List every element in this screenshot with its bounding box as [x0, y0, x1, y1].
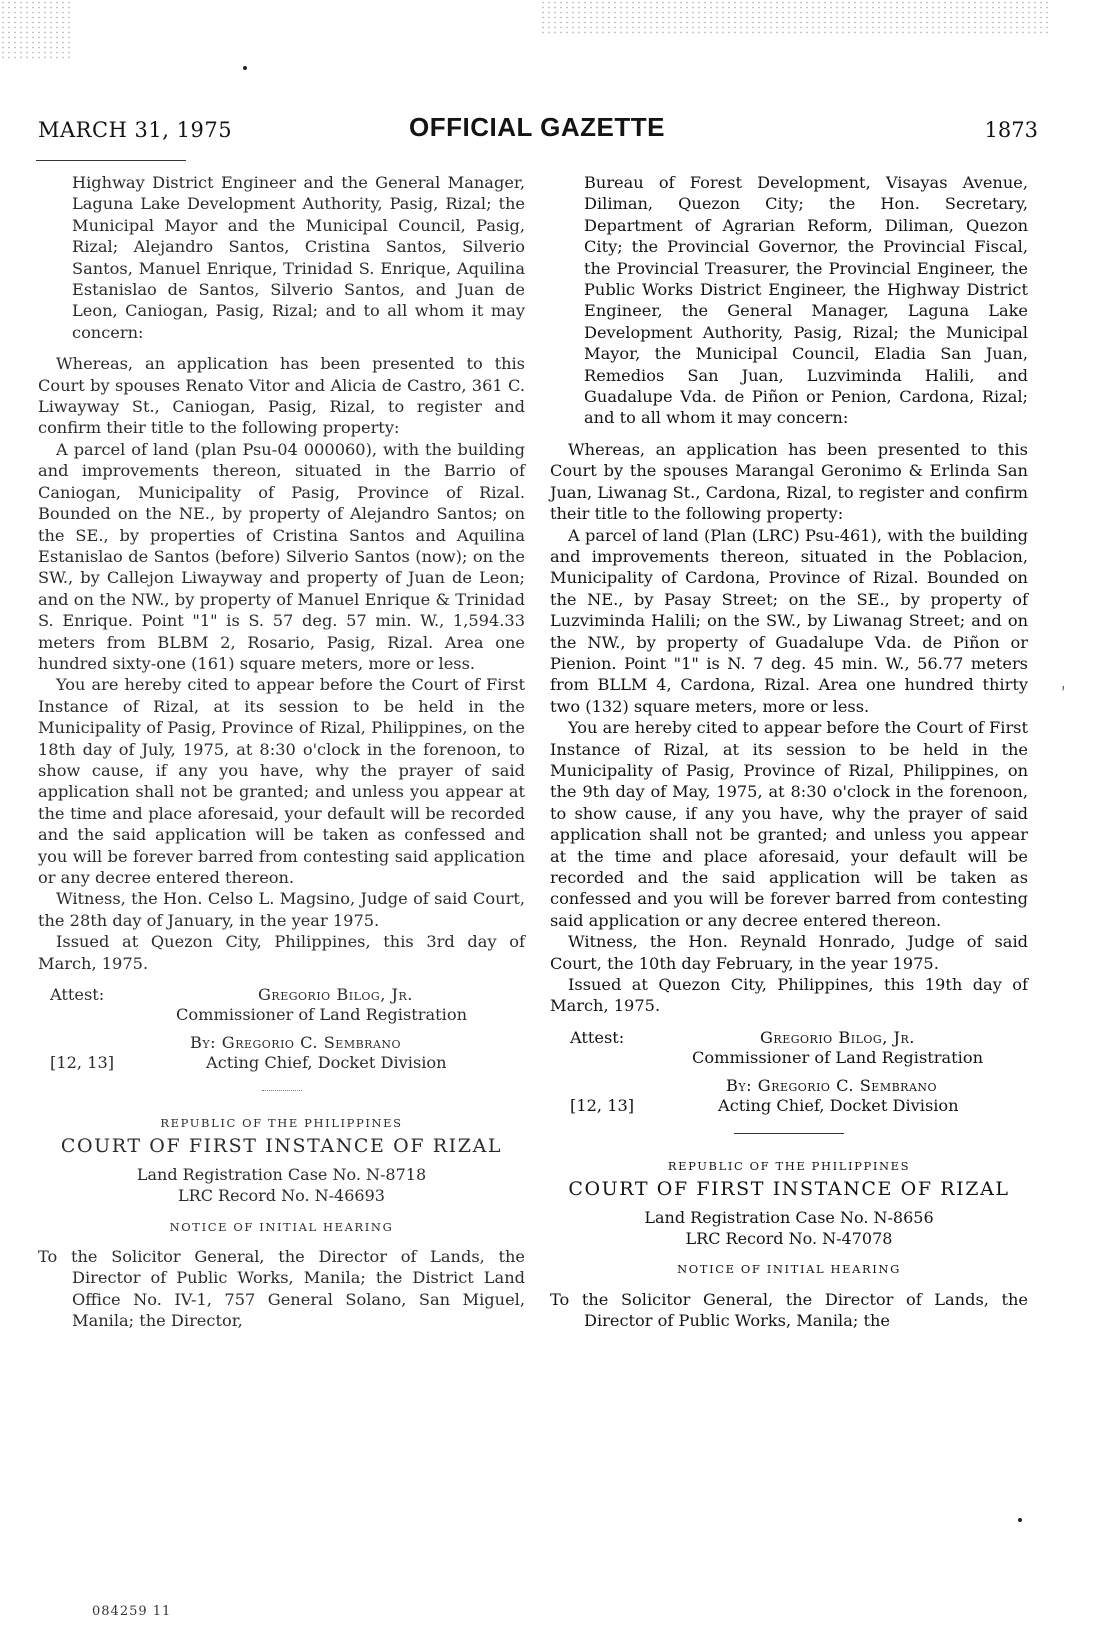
addressee-list: Highway District Engineer and the General Manager, Laguna Lake Development Authority, Pasig, Rizal; the Municipal Mayor and the Municipal Council, Pasig, Rizal; Alejandro Santos, Cristina Santos, Silverio Santos, Manuel Enrique, Trinidad S. Enrique, Aquilina Estanislao de Santos, Silverio Santos, and Juan de Leon, Caniogan, Pasig, Rizal; and to all whom it may concern: — [72, 173, 525, 342]
notice-title: NOTICE OF INITIAL HEARING — [169, 1219, 394, 1234]
case-number: Land Registration Case No. N-8656 — [644, 1207, 934, 1227]
citation-paragraph: You are hereby cited to appear before the Court of First Instance of Rizal, at its session to be held in the Municipality of Pasig, Province of Rizal, Philippines, on the 9th day of May, 1975, at 8:30 o'clock in the forenoon, to show cause, if any you have, why the prayer of said application shall not be granted; and unless you appear at the time and place aforesaid, your default will be recorded and the said application will be taken as confessed and you will be forever barred from contesting said application or any decree entered thereon. — [550, 718, 1028, 930]
issued-paragraph: Issued at Quezon City, Philippines, this 3rd day of March, 1975. — [38, 932, 525, 973]
publication-title: OFFICIAL GAZETTE — [409, 112, 665, 142]
signatory-name: By: Gregorio C. Sembrano — [726, 1075, 938, 1095]
notice-title: NOTICE OF INITIAL HEARING — [677, 1262, 901, 1277]
whereas-paragraph: Whereas, an application has been presented to this Court by spouses Renato Vitor and Alicia de Castro, 361 C. Liwayway St., Caniogan, Pasig, Rizal, to register and confirm their title to the following property: — [38, 354, 525, 438]
section-divider — [734, 1133, 844, 1134]
issue-date: MARCH 31, 1975 — [38, 118, 233, 142]
scan-mark — [243, 66, 247, 70]
addressee-list: Bureau of Forest Development, Visayas Avenue, Diliman, Quezon City; the Hon. Secretary, Department of Agrarian Reform, Diliman, Quezon City; the Provincial Governor, the Provincial Fiscal, the Provincial Treasurer, the Provincial Engineer, the Public Works District Engineer, the Highway District Engineer, the General Manager, Laguna Lake Development Authority, Pasig, Rizal; the Municipal Mayor, the Municipal Council, Eladia San Juan, Remedios San Juan, Luzviminda Halili, and Guadalupe Vda. de Piñon or Penion, Cardona, Rizal; and to all whom it may concern: — [584, 173, 1028, 428]
parcel-description: A parcel of land (Plan (LRC) Psu-461), with the building and improvements thereon, situated in the Poblacion, Municipality of Cardona, Province of Rizal. Bounded on the NE., by Pasay Street; on the SE., by property of Luzviminda Halili; on the SW., by Liwanag Street; and on the NW., by property of Guadalupe Vda. de Piñon or Pienion. Point "1" is N. 7 deg. 45 min. W., 56.77 meters from BLLM 4, Cardona, Rizal. Area one hundred thirty two (132) square meters, more or less. — [550, 525, 1028, 716]
attest-label: Attest: — [50, 985, 105, 1005]
commissioner-name: Gregorio Bilog, Jr. — [760, 1027, 915, 1047]
signatory-title: Acting Chief, Docket Division — [206, 1053, 447, 1073]
witness-paragraph: Witness, the Hon. Celso L. Magsino, Judge of said Court, the 28th day of January, in the year 1975. — [38, 889, 525, 930]
section-divider — [262, 1090, 302, 1091]
header-rule — [36, 160, 186, 161]
court-name: COURT OF FIRST INSTANCE OF RIZAL — [60, 1135, 503, 1158]
scan-speckle-top — [540, 0, 1050, 34]
signature-block — [38, 982, 525, 1073]
attest-label: Attest: — [570, 1027, 625, 1047]
court-name: COURT OF FIRST INSTANCE OF RIZAL — [568, 1178, 1010, 1201]
parcel-description: A parcel of land (plan Psu-04 000060), with the building and improvements thereon, situated in the Barrio of Caniogan, Municipality of Pasig, Province of Rizal. Bounded on the NE., by property of Alejandro Santos; on the SE., by properties of Cristina Santos and Aquilina Estanislao de Santos (before) Silverio Santos (now); on the SW., by Callejon Liwayway and property of Juan de Leon; and on the NW., by property of Manuel Enrique & Trinidad S. Enrique. Point "1" is S. 57 deg. 57 min. W., 1,594.33 meters from BLBM 2, Rosario, Pasig, Rizal. Area one hundred sixty-one (161) square meters, more or less. — [38, 439, 525, 673]
notice-addressees: To the Solicitor General, the Director of Lands, the Director of Public Works, Manila; the District Land Office No. IV-1, 757 General Solano, San Miguel, Manila; the Director, — [38, 1247, 525, 1331]
docket-reference: [12, 13] — [570, 1095, 635, 1115]
court-heading — [38, 1113, 525, 1238]
scan-mark: ׳ — [1058, 679, 1070, 702]
notice-addressees: To the Solicitor General, the Director of Lands, the Director of Public Works, Manila; the — [550, 1289, 1028, 1331]
commissioner-title: Commissioner of Land Registration — [692, 1047, 984, 1067]
scan-speckle-left — [0, 0, 70, 60]
lrc-record: LRC Record No. N-47078 — [685, 1229, 893, 1249]
docket-reference: [12, 13] — [50, 1053, 115, 1073]
witness-paragraph: Witness, the Hon. Reynald Honrado, Judge of said Court, the 10th day February, in the year 1975. — [550, 932, 1028, 973]
right-column — [550, 172, 1028, 1332]
lrc-record: LRC Record No. N-46693 — [178, 1186, 385, 1206]
issued-paragraph: Issued at Quezon City, Philippines, this 19th day of March, 1975. — [550, 975, 1028, 1016]
commissioner-name: Gregorio Bilog, Jr. — [258, 985, 413, 1005]
case-number: Land Registration Case No. N-8718 — [136, 1164, 427, 1184]
left-column — [38, 172, 525, 1332]
print-code: 084259 11 — [92, 1604, 172, 1619]
whereas-paragraph: Whereas, an application has been presented to this Court by the spouses Marangal Geronimo & Erlinda San Juan, Liwanag St., Cardona, Rizal, to register and confirm their title to the following property: — [550, 439, 1028, 524]
scan-mark — [1018, 1518, 1022, 1522]
commissioner-title: Commissioner of Land Registration — [176, 1005, 468, 1025]
court-heading — [550, 1156, 1028, 1281]
republic-line: REPUBLIC OF THE PHILIPPINES — [667, 1158, 911, 1173]
republic-line: REPUBLIC OF THE PHILIPPINES — [160, 1116, 403, 1131]
page-number: 1873 — [984, 118, 1038, 142]
citation-paragraph: You are hereby cited to appear before the Court of First Instance of Rizal, at its session to be held in the Municipality of Pasig, Province of Rizal, Philippines, on the 18th day of July, 1975, at 8:30 o'clock in the forenoon, to show cause, if any you have, why the prayer of said application shall not be granted; and unless you appear at the time and place aforesaid, your default will be recorded and the said application will be taken as confessed and you will be forever barred from contesting said application or any decree entered thereon. — [38, 675, 525, 887]
signature-block — [550, 1025, 1028, 1115]
signatory-title: Acting Chief, Docket Division — [718, 1095, 959, 1115]
signatory-name: By: Gregorio C. Sembrano — [190, 1033, 402, 1053]
page-header — [38, 112, 1038, 152]
